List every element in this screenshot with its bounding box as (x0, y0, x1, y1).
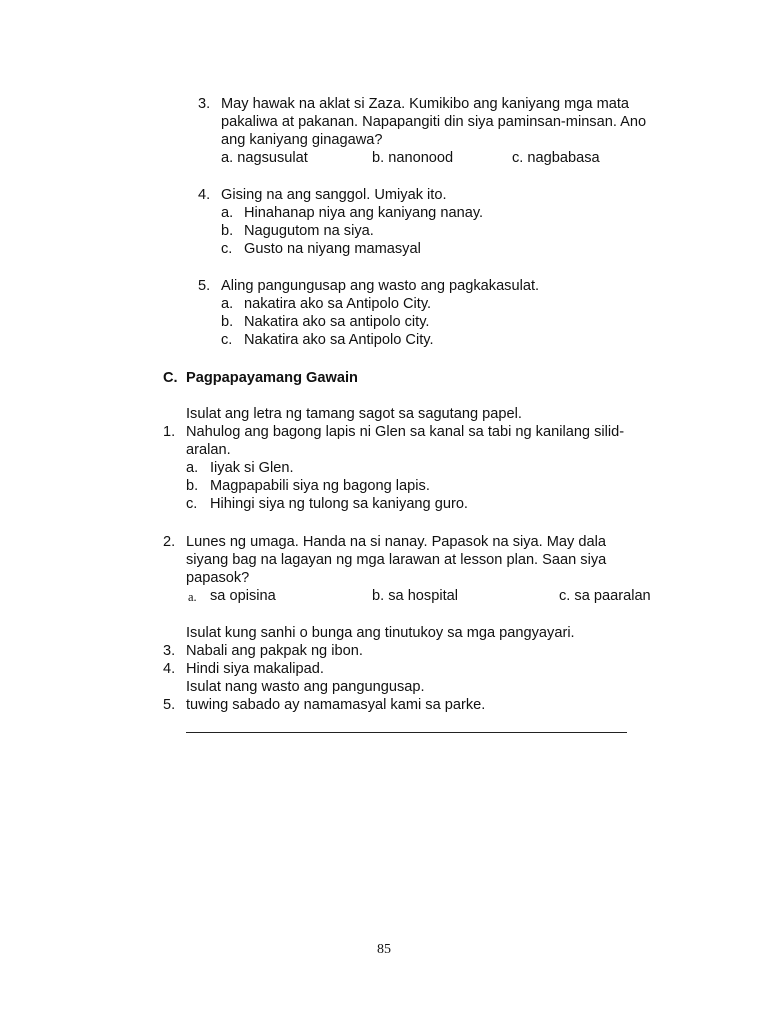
section-c-instruction-1: Isulat ang letra ng tamang sagot sa sagutang papel. (186, 406, 522, 422)
item1-option-a-letter: a. (186, 460, 199, 476)
q3-line-2: pakaliwa at pakanan. Napapangiti din siya paminsan-minsan. Ano (221, 114, 647, 130)
q5-option-b-text: Nakatira ako sa antipolo city. (244, 314, 430, 330)
item2-line-1: Lunes ng umaga. Handa na si nanay. Papasok na siya. May dala (186, 534, 606, 550)
item2-option-a-letter: a. (188, 590, 197, 604)
item2-option-c: c. sa paaralan (559, 588, 651, 604)
item3-number: 3. (163, 643, 176, 659)
q4-option-a-text: Hinahanap niya ang kaniyang nanay. (244, 205, 484, 221)
q5-option-a-text: nakatira ako sa Antipolo City. (244, 296, 432, 312)
answer-blank-line (186, 732, 627, 733)
item1-option-b-letter: b. (186, 478, 199, 494)
item1-option-c-letter: c. (186, 496, 198, 512)
item1-line-1: Nahulog ang bagong lapis ni Glen sa kanal sa tabi ng kanilang silid- (186, 424, 625, 440)
q4-option-c-letter: c. (221, 241, 233, 257)
item1-option-a-text: Iiyak si Glen. (210, 460, 294, 476)
q5-option-c-text: Nakatira ako sa Antipolo City. (244, 332, 434, 348)
item3-text: Nabali ang pakpak ng ibon. (186, 643, 363, 659)
item2-line-2: siyang bag na lagayan ng mga larawan at lesson plan. Saan siya (186, 552, 607, 568)
page-number: 85 (377, 942, 391, 957)
item2-line-3: papasok? (186, 570, 250, 586)
item1-number: 1. (163, 424, 176, 440)
q3-option-a: a. nagsusulat (221, 150, 308, 166)
section-c-instruction-3: Isulat nang wasto ang pangungusap. (186, 679, 425, 695)
q5-option-a-letter: a. (221, 296, 234, 312)
item1-option-c-text: Hihingi siya ng tulong sa kaniyang guro. (210, 496, 468, 512)
q3-option-c: c. nagbabasa (512, 150, 600, 166)
q4-number: 4. (198, 187, 211, 203)
section-c-instruction-2: Isulat kung sanhi o bunga ang tinutukoy sa mga pangyayari. (186, 625, 575, 641)
item5-number: 5. (163, 697, 176, 713)
q4-option-c-text: Gusto na niyang mamasyal (244, 241, 421, 257)
q3-number: 3. (198, 96, 211, 112)
section-c-letter: C. (163, 370, 178, 386)
q4-stem: Gising na ang sanggol. Umiyak ito. (221, 187, 447, 203)
q4-option-a-letter: a. (221, 205, 234, 221)
q3-line-1: May hawak na aklat si Zaza. Kumikibo ang kaniyang mga mata (221, 96, 630, 112)
item2-option-b: b. sa hospital (372, 588, 458, 604)
item5-text: tuwing sabado ay namamasyal kami sa parke. (186, 697, 486, 713)
item4-number: 4. (163, 661, 176, 677)
item1-line-2: aralan. (186, 442, 231, 458)
section-c-title: Pagpapayamang Gawain (186, 370, 358, 386)
q5-option-c-letter: c. (221, 332, 233, 348)
q4-option-b-text: Nagugutom na siya. (244, 223, 374, 239)
q3-line-3: ang kaniyang ginagawa? (221, 132, 383, 148)
q4-option-b-letter: b. (221, 223, 234, 239)
item1-option-b-text: Magpapabili siya ng bagong lapis. (210, 478, 430, 494)
item4-text: Hindi siya makalipad. (186, 661, 324, 677)
q5-number: 5. (198, 278, 211, 294)
q3-option-b: b. nanonood (372, 150, 454, 166)
q5-stem: Aling pangungusap ang wasto ang pagkakasulat. (221, 278, 540, 294)
item2-number: 2. (163, 534, 176, 550)
q5-option-b-letter: b. (221, 314, 234, 330)
item2-option-a-text: sa opisina (210, 588, 276, 604)
